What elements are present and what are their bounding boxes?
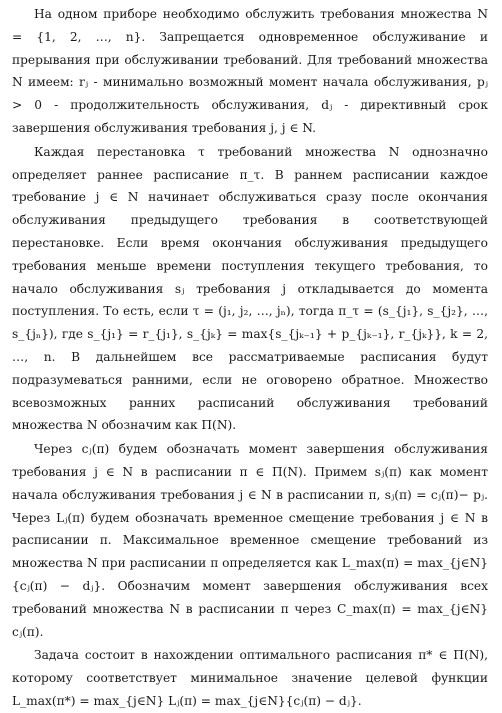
paragraph-early-schedule: Каждая перестановка τ требований множества N однозначно определяет раннее расписание π_τ. В раннем расписании каждое требование j ∈ N начинает обслуживаться сразу после окончания обслуживания предыдущего требования в соответствующей перестановке. Если время окончания обслуживания предыдущего требования меньше времени поступления текущего требования, то начало обслуживания sⱼ требования j откладывается до момента поступления. То есть, если τ = (j₁, j₂, …, jₙ), тогда π_τ = (s_{j₁}, s_{j₂}, …, s_{jₙ}), где s_{j₁} = r_{j₁}, s_{jₖ} = max{s_{jₖ₋₁} + p_{jₖ₋₁}, r_{jₖ}}, k = 2, …, n. В дальнейшем все рассматриваемые расписания будут подразумеваться ранними, если не оговорено обратное. Множество всевозможных ранних расписаний обслуживания требований множества N обозначим как Π(N). <box>12 144 488 433</box>
paragraph-completion-times: Через cⱼ(π) будем обозначать момент завершения обслуживания требования j ∈ N в расписании π ∈ Π(N). Примем sⱼ(π) как момент начала обслуживания требования j ∈ N в расписании π, sⱼ(π) = cⱼ(π)− pⱼ. Через Lⱼ(π) будем обозначать временное смещение требования j ∈ N в расписании π. Максимальное временное смещение требований из множества N при расписании π определяется как L_max(π) = max_{j∈N}{cⱼ(π) − dⱼ}. Обозначим момент завершения обслуживания всех требований множества N в расписании π через C_max(π) = max_{j∈N} cⱼ(π). <box>12 442 488 639</box>
paragraph-problem-statement: На одном приборе необходимо обслужить требования множества N = {1, 2, …, n}. Запрещается одновременное обслуживание и прерывания при обслуживании требований. Для требований множества N имеем: rⱼ - минимально возможный момент начала обслуживания, pⱼ > 0 - продолжительность обслуживания, dⱼ - директивный срок завершения обслуживания требования j, j ∈ N. <box>12 7 488 135</box>
paragraph-objective: Задача состоит в нахождении оптимального расписания π* ∈ Π(N), которому соответствует минимальное значение целевой функции L_max(π*) = max_{j∈N} Lⱼ(π) = max_{j∈N}{cⱼ(π) − dⱼ}. <box>12 648 488 708</box>
